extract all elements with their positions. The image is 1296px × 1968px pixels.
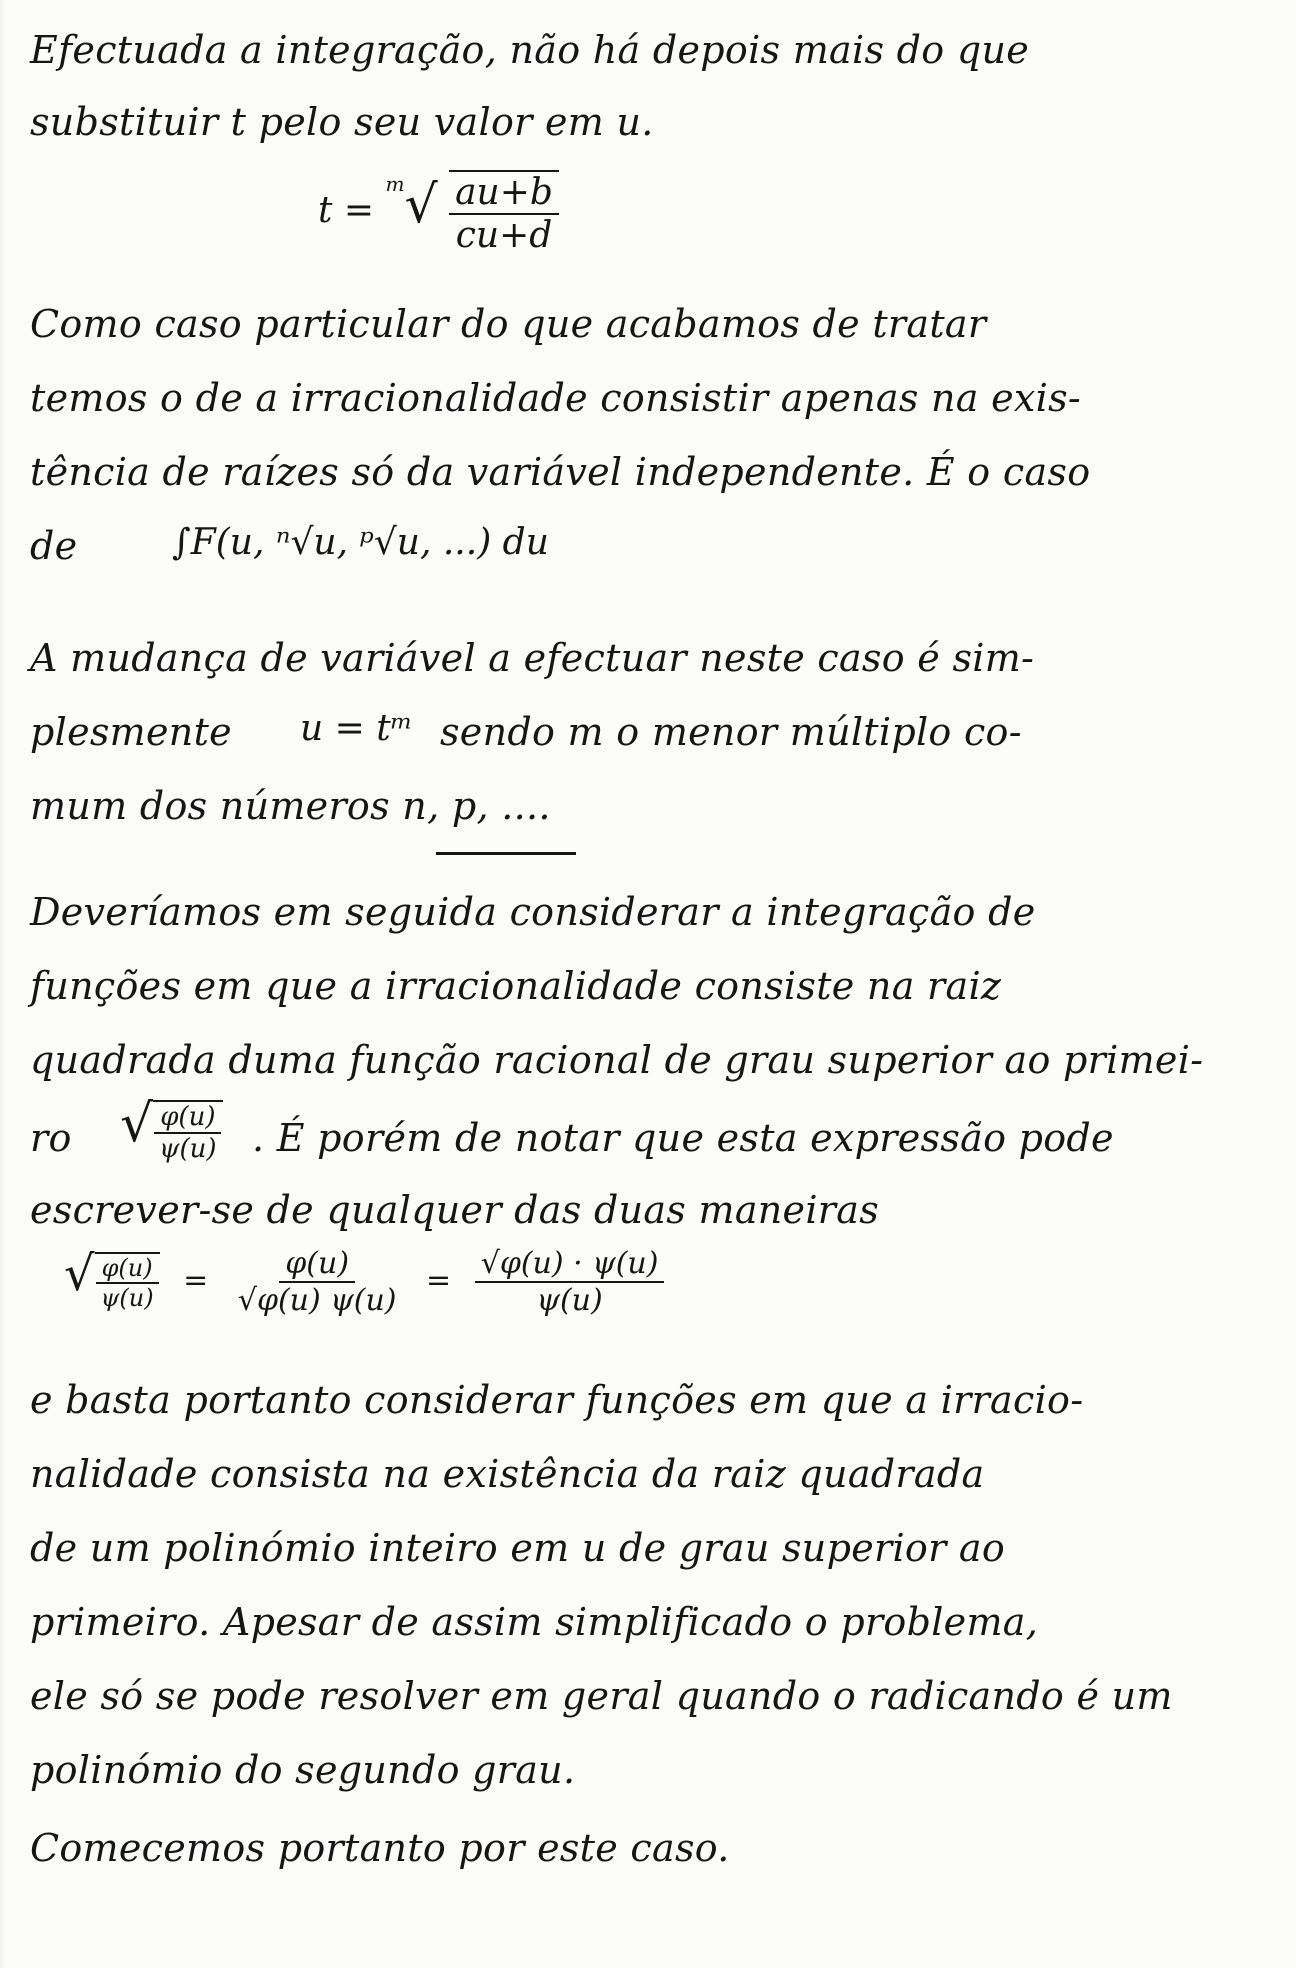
text-line-15: . É porém de notar que esta expressão pode xyxy=(252,1116,1114,1160)
identity-left-numerator: φ(u) xyxy=(96,1254,159,1284)
text-line-7: A mudança de variável a efectuar neste caso é sim- xyxy=(30,636,1035,680)
text-line-4: temos o de a irracionalidade consistir apenas na exis- xyxy=(30,376,1082,420)
t-definition-root-index: m xyxy=(385,172,405,196)
integral-formula: ∫F(u, ⁿ√u, ᵖ√u, ...) du xyxy=(172,522,549,563)
text-line-8: plesmente xyxy=(30,710,232,754)
t-definition-formula xyxy=(318,170,559,256)
text-line-19: de um polinómio inteiro em u de grau superior ao xyxy=(30,1526,1006,1570)
text-line-6: de xyxy=(30,524,78,568)
text-line-18: nalidade consista na existência da raiz quadrada xyxy=(30,1452,985,1496)
sqrt-ratio-fraction xyxy=(153,1100,222,1164)
text-line-12: funções em que a irracionalidade consiste na raiz xyxy=(30,964,1002,1008)
text-line-2: substituir t pelo seu valor em u. xyxy=(30,100,654,144)
identity-right-denominator: ψ(u) xyxy=(536,1283,603,1318)
equals-sign-2: = xyxy=(426,1263,452,1298)
text-line-14: ro xyxy=(30,1116,72,1160)
text-line-21: ele só se pode resolver em geral quando o radicando é um xyxy=(30,1674,1173,1718)
text-line-1: Efectuada a integração, não há depois mais do que xyxy=(30,28,1030,72)
radical-sign: √ xyxy=(404,175,438,235)
identity-formula xyxy=(64,1246,664,1318)
radical-sign: √ xyxy=(120,1094,154,1154)
t-definition-denominator: cu+d xyxy=(455,215,553,256)
sqrt-ratio-numerator: φ(u) xyxy=(154,1102,221,1134)
identity-right-numerator: √φ(u) · ψ(u) xyxy=(475,1246,665,1283)
sqrt-ratio-denominator: ψ(u) xyxy=(159,1134,217,1164)
radical-sign: √ xyxy=(64,1246,95,1302)
text-line-22: polinómio do segundo grau. xyxy=(30,1748,576,1792)
text-line-11: Deveríamos em seguida considerar a integração de xyxy=(30,890,1036,934)
equals-sign-1: = xyxy=(183,1263,209,1298)
identity-right-fraction xyxy=(475,1246,665,1318)
text-line-16: escrever-se de qualquer das duas maneiras xyxy=(30,1188,880,1232)
t-definition-lhs: t = xyxy=(318,190,386,231)
identity-left-denominator: ψ(u) xyxy=(100,1284,154,1312)
substitution-formula: u = tᵐ xyxy=(300,708,413,749)
identity-middle-denominator: √φ(u) ψ(u) xyxy=(237,1283,397,1318)
t-definition-numerator: au+b xyxy=(449,172,559,215)
text-line-23: Comecemos portanto por este caso. xyxy=(30,1826,730,1870)
section-divider xyxy=(436,852,576,855)
text-line-20: primeiro. Apesar de assim simplificado o problema, xyxy=(30,1600,1039,1644)
text-line-13: quadrada duma função racional de grau superior ao primei- xyxy=(30,1038,1204,1082)
text-line-10: mum dos números n, p, .... xyxy=(30,784,551,828)
identity-middle-fraction xyxy=(232,1246,403,1318)
text-line-9: sendo m o menor múltiplo co- xyxy=(440,710,1022,754)
text-line-17: e basta portanto considerar funções em que a irracio- xyxy=(30,1378,1084,1422)
text-line-5: tência de raízes só da variável independente. É o caso xyxy=(30,450,1091,494)
text-line-3: Como caso particular do que acabamos de tratar xyxy=(30,302,987,346)
sqrt-ratio-formula xyxy=(120,1094,223,1164)
identity-middle-numerator: φ(u) xyxy=(279,1246,355,1283)
identity-left-fraction xyxy=(95,1252,160,1312)
t-definition-fraction xyxy=(449,170,559,256)
